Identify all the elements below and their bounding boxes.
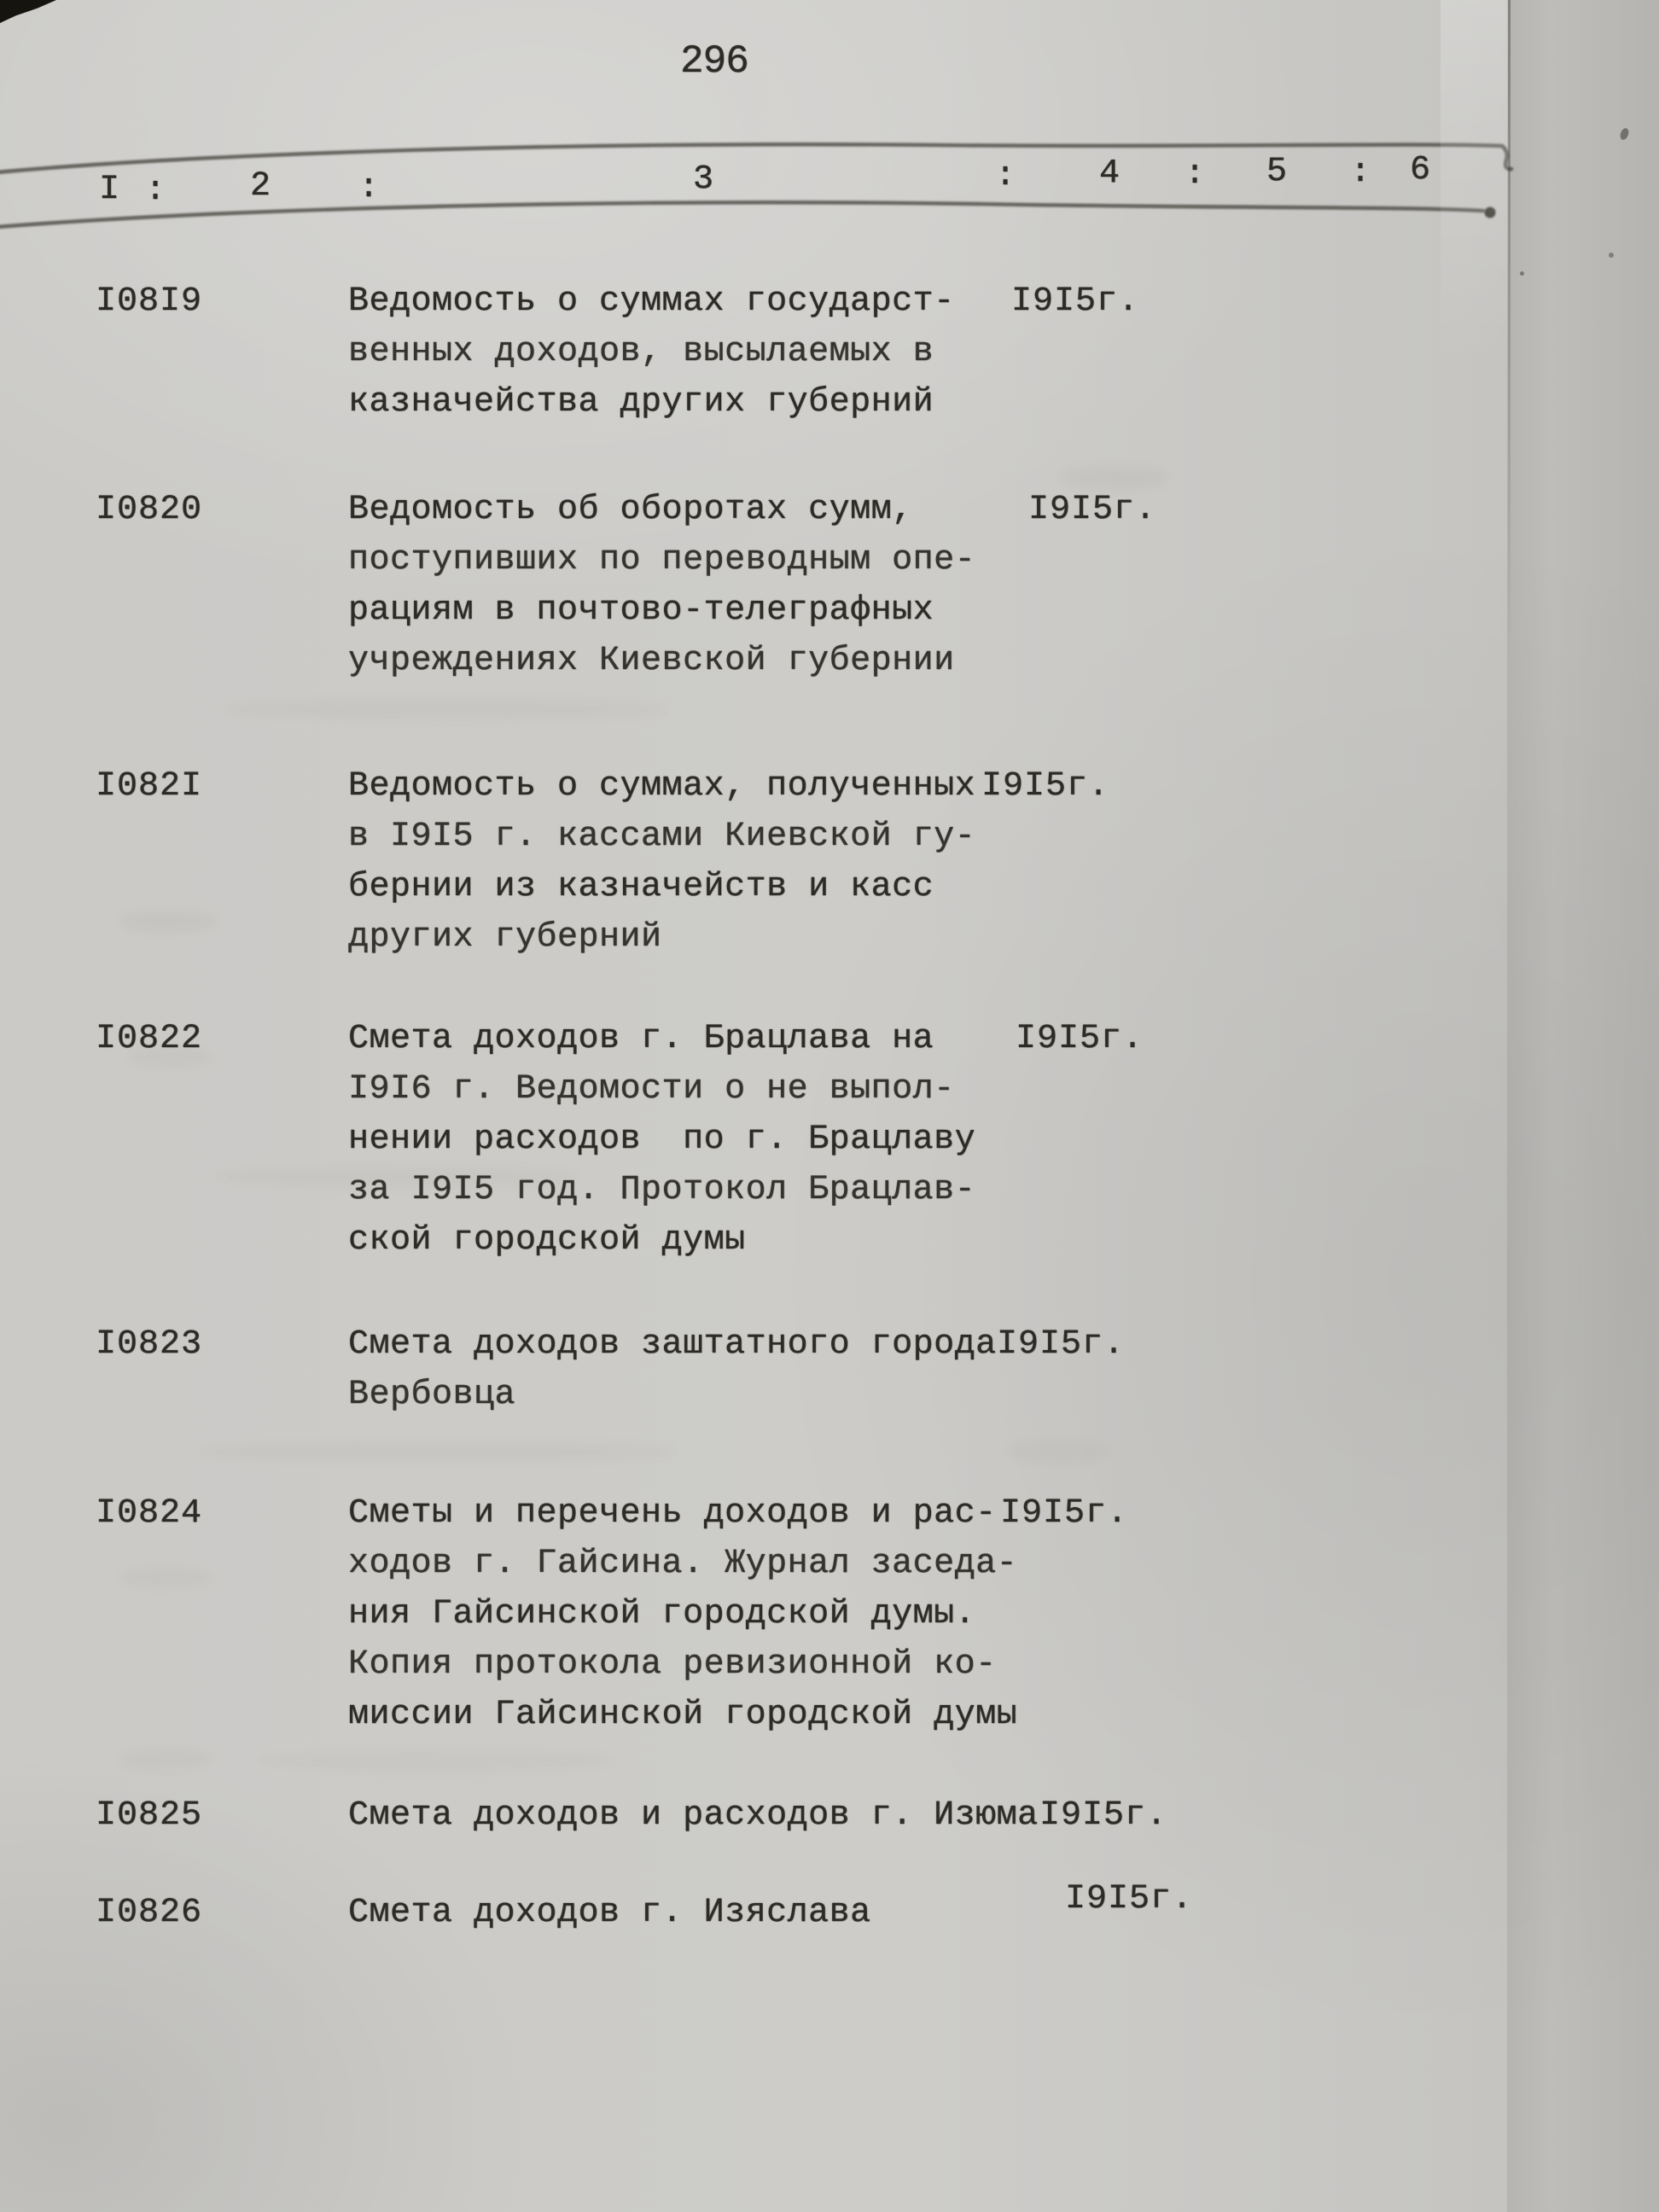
column-separator: : xyxy=(145,172,166,210)
entry-year: I9I5г. xyxy=(1016,1020,1144,1058)
ink-speck xyxy=(1609,253,1614,258)
bleed-through-smudge xyxy=(119,1567,213,1589)
entry-number: I0823 xyxy=(96,1325,203,1364)
entry-year: I9I5г. xyxy=(1039,1796,1168,1835)
entry-description-line: Ведомость о суммах государст- xyxy=(348,282,955,321)
entry-year: I9I5г. xyxy=(1065,1880,1194,1918)
entry-year: I9I5г. xyxy=(1000,1494,1129,1533)
entry-description-line: I9I6 г. Ведомости о не выпол- xyxy=(348,1070,955,1109)
page-number: 296 xyxy=(680,39,748,84)
entry-number: I0826 xyxy=(96,1894,203,1932)
table-row xyxy=(0,485,1512,680)
entry-description-line: Ведомость о суммах, полученных xyxy=(348,767,976,806)
table-row xyxy=(0,1488,1512,1734)
entry-number: I0825 xyxy=(96,1796,203,1835)
entry-description-line: Вербовца xyxy=(348,1376,516,1414)
column-separator: : xyxy=(358,169,380,207)
table-row xyxy=(0,1014,1512,1260)
bleed-through-smudge xyxy=(119,1748,213,1770)
entry-description xyxy=(348,1488,1017,1740)
bleed-through-smudge xyxy=(222,698,666,720)
entry-description xyxy=(348,761,975,963)
entry-description-line: Ведомость об оборотах сумм, xyxy=(348,491,913,529)
column-header-4: 4 xyxy=(1099,154,1121,193)
entry-description-line: за I9I5 год. Протокол Брацлав- xyxy=(348,1171,976,1209)
table-row xyxy=(0,1880,1512,1939)
entry-description xyxy=(348,1319,997,1420)
entry-description-line: Сметы и перечень доходов и рас- xyxy=(348,1494,997,1533)
bleed-through-smudge xyxy=(1058,466,1169,490)
entry-description-line: ской городской думы xyxy=(348,1221,746,1260)
entry-description-line: Смета доходов заштатного города xyxy=(348,1325,997,1364)
entry-description-line: нении расходов по г. Брацлаву xyxy=(348,1121,976,1159)
entry-description-line: ходов г. Гайсина. Журнал заседа- xyxy=(348,1545,1018,1583)
entry-year: I9I5г. xyxy=(981,767,1110,806)
bleed-through-smudge xyxy=(213,1166,580,1188)
column-header-5: 5 xyxy=(1266,153,1288,191)
entry-description-line: венных доходов, высылаемых в xyxy=(348,333,934,371)
entry-year: I9I5г. xyxy=(1011,282,1140,321)
entry-description-line: Смета доходов г. Изяслава xyxy=(348,1894,871,1932)
entry-number: I08I9 xyxy=(96,282,203,321)
table-ruled-lines xyxy=(0,0,1659,290)
column-header-3: 3 xyxy=(693,160,714,199)
entry-description xyxy=(348,1790,1039,1841)
entry-description-line: Смета доходов г. Брацлава на xyxy=(348,1020,934,1058)
page-edge-shadow xyxy=(1507,0,1659,2212)
column-separator: : xyxy=(995,157,1016,195)
entry-description-line: в I9I5 г. кассами Киевской гу- xyxy=(348,818,976,856)
entry-description-line: других губерний xyxy=(348,918,662,957)
table-row xyxy=(0,276,1512,422)
bleed-through-smudge xyxy=(128,1046,213,1068)
entry-year: I9I5г. xyxy=(1028,491,1157,529)
page-edge-line xyxy=(1508,0,1511,666)
entry-description-line: Копия протокола ревизионной ко- xyxy=(348,1645,997,1684)
entry-description xyxy=(348,1014,975,1266)
table-row xyxy=(0,1790,1512,1842)
entry-description xyxy=(348,276,955,428)
bleed-through-smudge xyxy=(1007,1441,1109,1463)
entry-number: I0822 xyxy=(96,1020,203,1058)
column-separator: : xyxy=(1185,155,1206,194)
ink-speck xyxy=(1520,271,1524,276)
column-header-6: 6 xyxy=(1410,151,1431,189)
page-edge-highlight xyxy=(1441,0,1509,367)
entry-year: I9I5г. xyxy=(997,1325,1126,1364)
entry-description xyxy=(348,1888,871,1938)
entry-description-line: Смета доходов и расходов г. Изюма xyxy=(348,1796,1039,1835)
table-row xyxy=(0,1319,1512,1414)
entry-description-line: миссии Гайсинской городской думы xyxy=(348,1696,1018,1734)
entry-description-line: поступивших по переводным опе- xyxy=(348,541,976,579)
entry-description-line: рациям в почтово-телеграфных xyxy=(348,591,934,630)
entry-number: I082I xyxy=(96,767,203,806)
bleed-through-smudge xyxy=(256,1749,614,1772)
entry-description-line: бернии из казначейств и касс xyxy=(348,868,934,906)
entry-description-line: учреждениях Киевской губернии xyxy=(348,642,955,680)
column-header-1: I xyxy=(99,171,120,209)
column-separator: : xyxy=(1350,154,1371,192)
entry-number: I0820 xyxy=(96,491,203,529)
entry-description xyxy=(348,485,975,686)
column-header-2: 2 xyxy=(250,167,271,206)
bleed-through-smudge xyxy=(196,1441,674,1463)
table-row xyxy=(0,761,1512,957)
bleed-through-smudge xyxy=(119,910,218,934)
entry-description-line: казначейства других губерний xyxy=(348,383,934,422)
entry-description-line: ния Гайсинской городской думы. xyxy=(348,1595,976,1633)
entry-number: I0824 xyxy=(96,1494,203,1533)
